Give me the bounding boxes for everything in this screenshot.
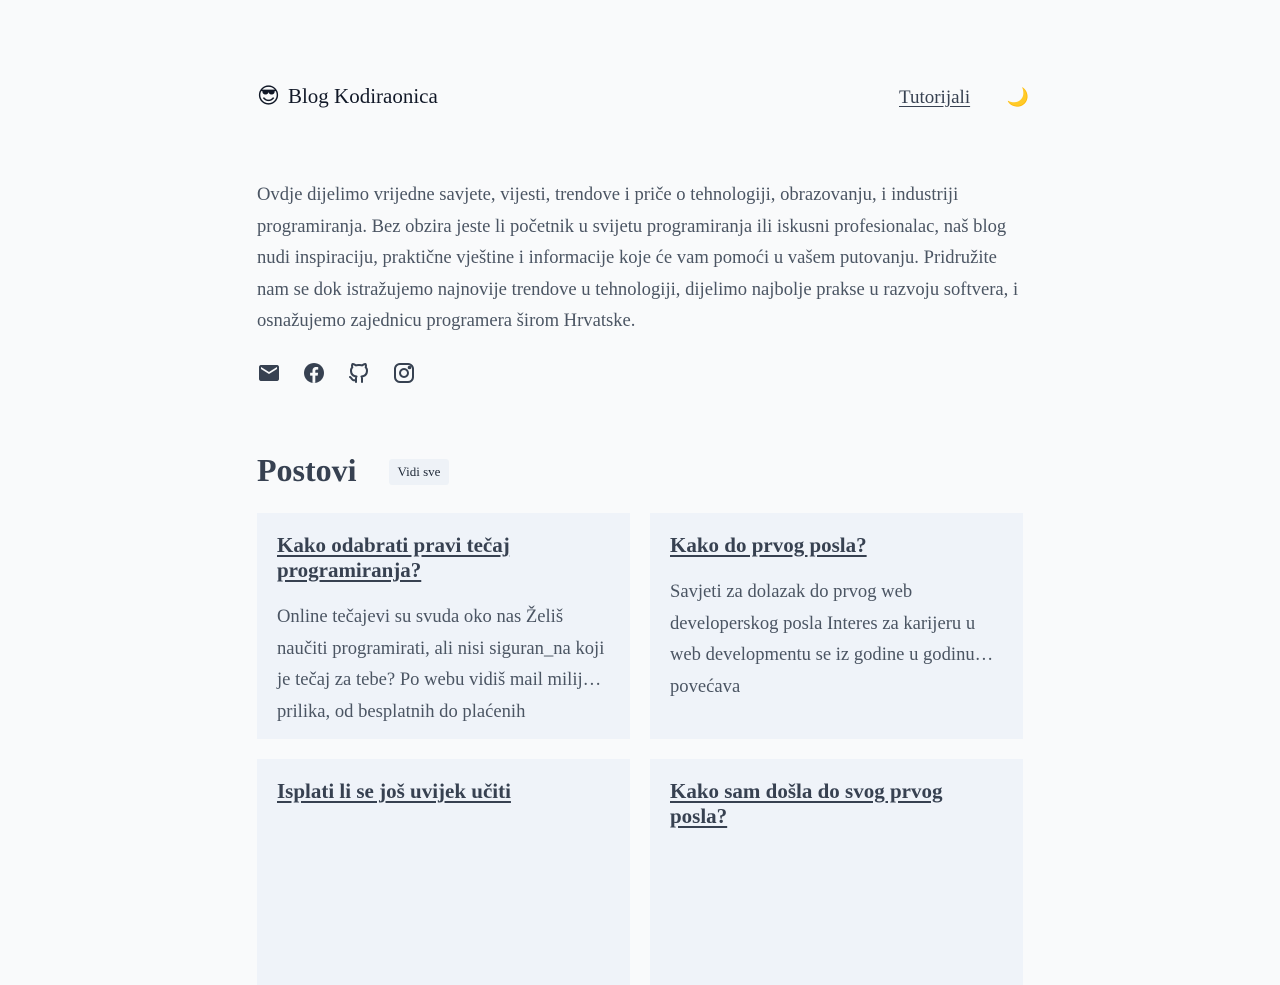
sunglasses-emoji-icon: 😎 bbox=[257, 83, 280, 109]
post-card bbox=[257, 759, 630, 985]
mail-icon[interactable] bbox=[257, 361, 281, 385]
post-excerpt: Savjeti za dolazak do prvog web developerskog posla Interes za karijeru u web developmentu se iz godine u godinu povećava bbox=[670, 581, 976, 697]
social-links bbox=[257, 361, 416, 385]
intro-text: Ovdje dijelimo vrijedne savjete, vijesti, trendove i priče o tehnologiji, obrazovanju, i industriji programiranja. Bez obzira jeste li početnik u svijetu programiranja ili iskusni profesionalac, naš blog nudi inspiraciju, praktične vještine i informacije koje će vam pomoći u vašem putovanju. Pridružite nam se dok istražujemo najnovije trendove u tehnologiji, dijelimo najbolje prakse u razvoju softvera, i osnažujemo zajednicu programera širom Hrvatske. bbox=[257, 184, 1019, 331]
posts-grid bbox=[257, 513, 1023, 985]
post-title-link[interactable]: Kako do prvog posla? bbox=[670, 533, 867, 557]
post-title-link[interactable]: Kako odabrati pravi tečaj programiranja? bbox=[277, 533, 510, 582]
moon-icon: 🌙 bbox=[1006, 87, 1030, 108]
post-card bbox=[650, 513, 1023, 739]
post-title-link[interactable]: Kako sam došla do svog prvog posla? bbox=[670, 779, 943, 828]
post-card bbox=[257, 513, 630, 739]
nav-link-tutorijali[interactable]: Tutorijali bbox=[899, 87, 971, 108]
github-icon[interactable] bbox=[347, 361, 371, 385]
brand-link[interactable] bbox=[257, 84, 438, 109]
posts-header bbox=[257, 450, 449, 490]
brand-name: Blog Kodiraonica bbox=[287, 84, 438, 108]
theme-toggle-button[interactable] bbox=[1006, 86, 1030, 110]
view-all-button[interactable]: Vidi sve bbox=[389, 459, 450, 485]
post-excerpt: Online tečajevi su svuda oko nas Želiš naučiti programirati, ali nisi siguran_na koji je tečaj za tebe? Po webu vidiš mail milijun prilika, od besplatnih do plaćenih bbox=[277, 606, 605, 722]
post-title-link[interactable]: Isplati li se još uvijek učiti bbox=[277, 779, 511, 803]
instagram-icon[interactable] bbox=[392, 361, 416, 385]
post-card bbox=[650, 759, 1023, 985]
site-header bbox=[257, 83, 1030, 114]
facebook-icon[interactable] bbox=[302, 361, 326, 385]
posts-title: Postovi bbox=[257, 452, 357, 488]
